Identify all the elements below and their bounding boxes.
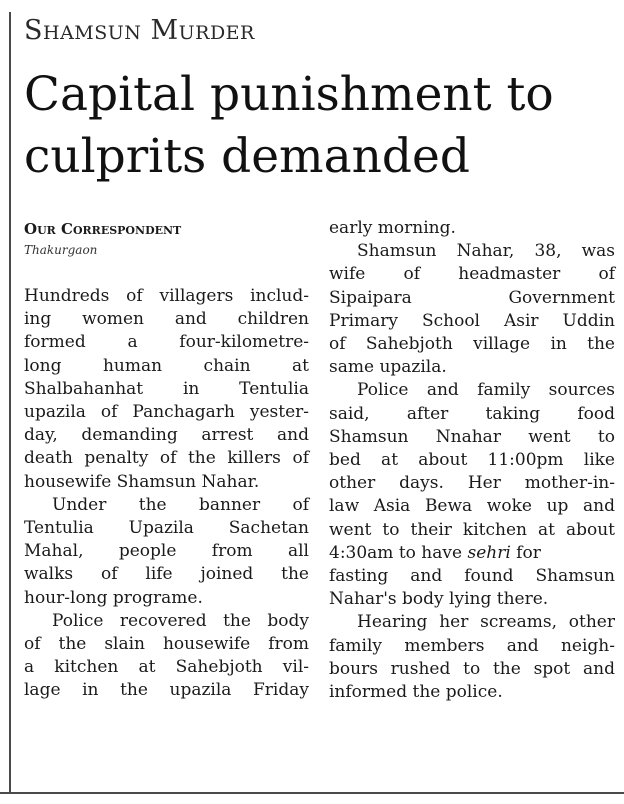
- body-line: same upazila.: [329, 357, 447, 378]
- body-line: long human chain at: [24, 355, 309, 376]
- body-line: Police and family sources: [357, 380, 615, 401]
- article-headline: [24, 64, 624, 188]
- body-line-with-emphasis: [329, 542, 615, 565]
- left-column-rule: [9, 12, 11, 792]
- body-line: Hundreds of villagers includ-: [24, 286, 309, 306]
- body-line: a kitchen at Sahebjoth vil-: [24, 657, 309, 678]
- article-dateline: Thakurgaon: [24, 243, 98, 257]
- body-line: Shamsun Nnahar went to: [329, 426, 615, 447]
- headline-line: Capital punishment to: [24, 67, 554, 122]
- body-line: upazila of Panchagarh yester-: [24, 402, 309, 423]
- bottom-rule: [0, 792, 624, 794]
- body-line: other days. Her mother-in-: [329, 473, 615, 494]
- article-byline: Our Correspondent: [24, 220, 182, 238]
- body-line: went to their kitchen at about: [329, 519, 615, 540]
- body-line: Nahar's body lying there.: [329, 589, 549, 610]
- body-line: wife of headmaster of: [329, 264, 615, 285]
- body-line: informed the police.: [329, 682, 503, 703]
- body-text: for: [510, 542, 541, 563]
- body-line: housewife Shamsun Nahar.: [24, 471, 260, 492]
- body-line: of the slain housewife from: [24, 634, 309, 655]
- headline-line: culprits demanded: [24, 129, 470, 184]
- body-line: Hearing her screams, other: [357, 612, 615, 633]
- body-line: bours rushed to the spot and: [329, 658, 615, 679]
- body-line: bed at about 11:00pm like: [329, 450, 615, 471]
- body-text: 4:30am to have: [329, 542, 468, 563]
- body-line: said, after taking food: [329, 403, 615, 424]
- body-line: ing women and children: [24, 309, 309, 330]
- body-line: Mahal, people from all: [24, 541, 309, 562]
- body-line: early morning.: [329, 218, 456, 238]
- body-line: lage in the upazila Friday: [24, 680, 309, 701]
- body-line: hour-long programe.: [24, 587, 203, 608]
- body-line: formed a four-kilometre-: [24, 332, 309, 353]
- body-line: Primary School Asir Uddin: [329, 310, 615, 331]
- body-line: Under the banner of: [52, 494, 309, 515]
- emphasized-word: sehri: [467, 542, 511, 563]
- article-body-left-column: [24, 285, 309, 703]
- body-line: Police recovered the body: [52, 610, 309, 631]
- body-line: Shamsun Nahar, 38, was: [357, 241, 615, 262]
- body-line: Shalbahanhat in Tentulia: [24, 378, 309, 399]
- article-kicker: Shamsun Murder: [24, 15, 255, 46]
- body-line: Sipaipara Government: [329, 287, 615, 308]
- body-line: death penalty of the killers of: [24, 448, 309, 469]
- body-line: law Asia Bewa woke up and: [329, 496, 615, 517]
- article-body-right-column: [329, 217, 615, 704]
- body-line: Tentulia Upazila Sachetan: [24, 518, 309, 539]
- body-line: day, demanding arrest and: [24, 425, 309, 446]
- body-line: walks of life joined the: [24, 564, 309, 585]
- body-line: fasting and found Shamsun: [329, 566, 615, 587]
- body-line: family members and neigh-: [329, 635, 615, 656]
- body-line: of Sahebjoth village in the: [329, 334, 615, 355]
